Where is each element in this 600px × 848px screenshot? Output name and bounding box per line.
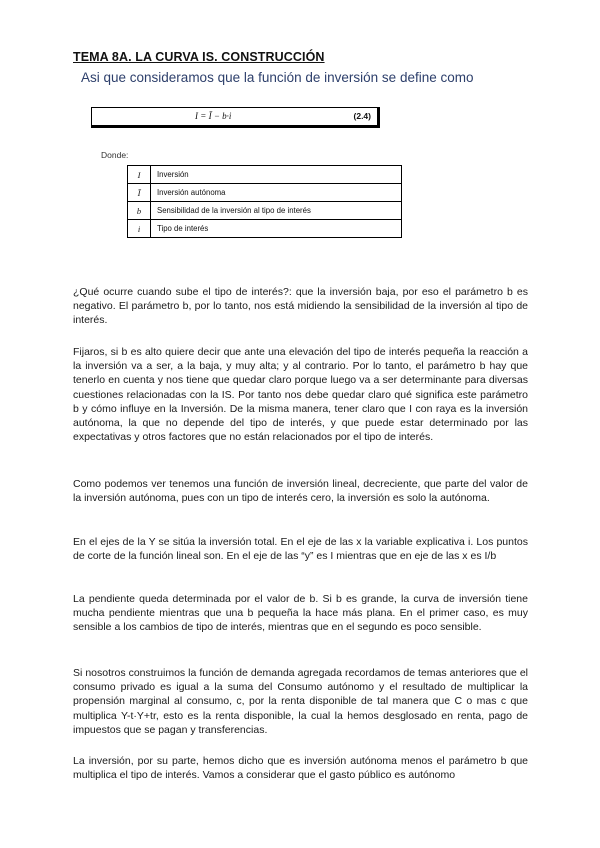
legend-symbol: i [128, 220, 151, 238]
paragraph: La inversión, por su parte, hemos dicho que es inversión autónoma menos el parámetro b que multiplica el tipo de interés. Vamos a considerar que el gasto público es autónomo [73, 755, 528, 782]
formula-expression: I = Ī − b·i [195, 111, 232, 121]
legend-description: Inversión [151, 166, 402, 184]
formula-box [91, 107, 380, 128]
legend-description: Sensibilidad de la inversión al tipo de interés [151, 202, 402, 220]
formula-number: (2.4) [353, 111, 371, 121]
legend-symbol: Ī [128, 184, 151, 202]
document-title: TEMA 8A. LA CURVA IS. CONSTRUCCIÓN [73, 50, 325, 64]
paragraph: Como podemos ver tenemos una función de inversión lineal, decreciente, que parte del valor de la inversión autónoma, pues con un tipo de interés cero, la inversión es solo la autónoma. [73, 478, 528, 505]
legend-description: Tipo de interés [151, 220, 402, 238]
paragraph: En el ejes de la Y se sitúa la inversión total. En el eje de las x la variable explicativa i. Los puntos de corte de la función lineal son. En el eje de las “y” es I mientras que en eje de las x es I/b [73, 536, 528, 563]
paragraph: Fijaros, si b es alto quiere decir que ante una elevación del tipo de interés pequeña la reacción a la inversión va a ser, a la baja, y muy alta; y al contrario. Por lo tanto, el parámetro b hay que tenerlo en cuenta y nos tiene que quedar claro porque luego va a ser determinante para diversas cuestiones relacionadas con la IS. Por tanto nos debe quedar claro qué significa este parámetro b y cómo influye en la Inversión. De la misma manera, tener claro que I con raya es la inversión autónoma, la que no depende del tipo de interés, y que puede estar determinado por las expectativas y otros factores que no están relacionados por el tipo de interés. [73, 346, 528, 444]
legend-row [128, 166, 402, 184]
paragraph: La pendiente queda determinada por el valor de b. Si b es grande, la curva de inversión tiene mucha pendiente mientras que una b pequeña la hace más plana. En el primer caso, es muy sensible a los cambios de tipo de interés, mientras que en el segundo es poco sensible. [73, 593, 528, 634]
variable-legend-table [127, 165, 402, 238]
paragraph: Si nosotros construimos la función de demanda agregada recordamos de temas anteriores que el consumo privado es igual a la suma del Consumo autónomo y el resultado de multiplicar la propensión marginal al consumo, c, por la renta disponible de tal manera que C o mas c que multiplica Y-t·Y+tr, esto es la renta disponible, la cual la hemos desglosado en renta, pago de impuestos que se pagan y transferencias. [73, 667, 528, 736]
legend-row [128, 220, 402, 238]
paragraph: ¿Qué ocurre cuando sube el tipo de interés?: que la inversión baja, por eso el parámetro b es negativo. El parámetro b, por lo tanto, nos está midiendo la sensibilidad de la inversión al tipo de interés. [73, 286, 528, 327]
legend-symbol: I [128, 166, 151, 184]
legend-description: Inversión autónoma [151, 184, 402, 202]
donde-label: Donde: [101, 150, 129, 160]
legend-row [128, 184, 402, 202]
legend-row [128, 202, 402, 220]
section-subtitle: Asi que consideramos que la función de inversión se define como [81, 70, 474, 85]
legend-symbol: b [128, 202, 151, 220]
